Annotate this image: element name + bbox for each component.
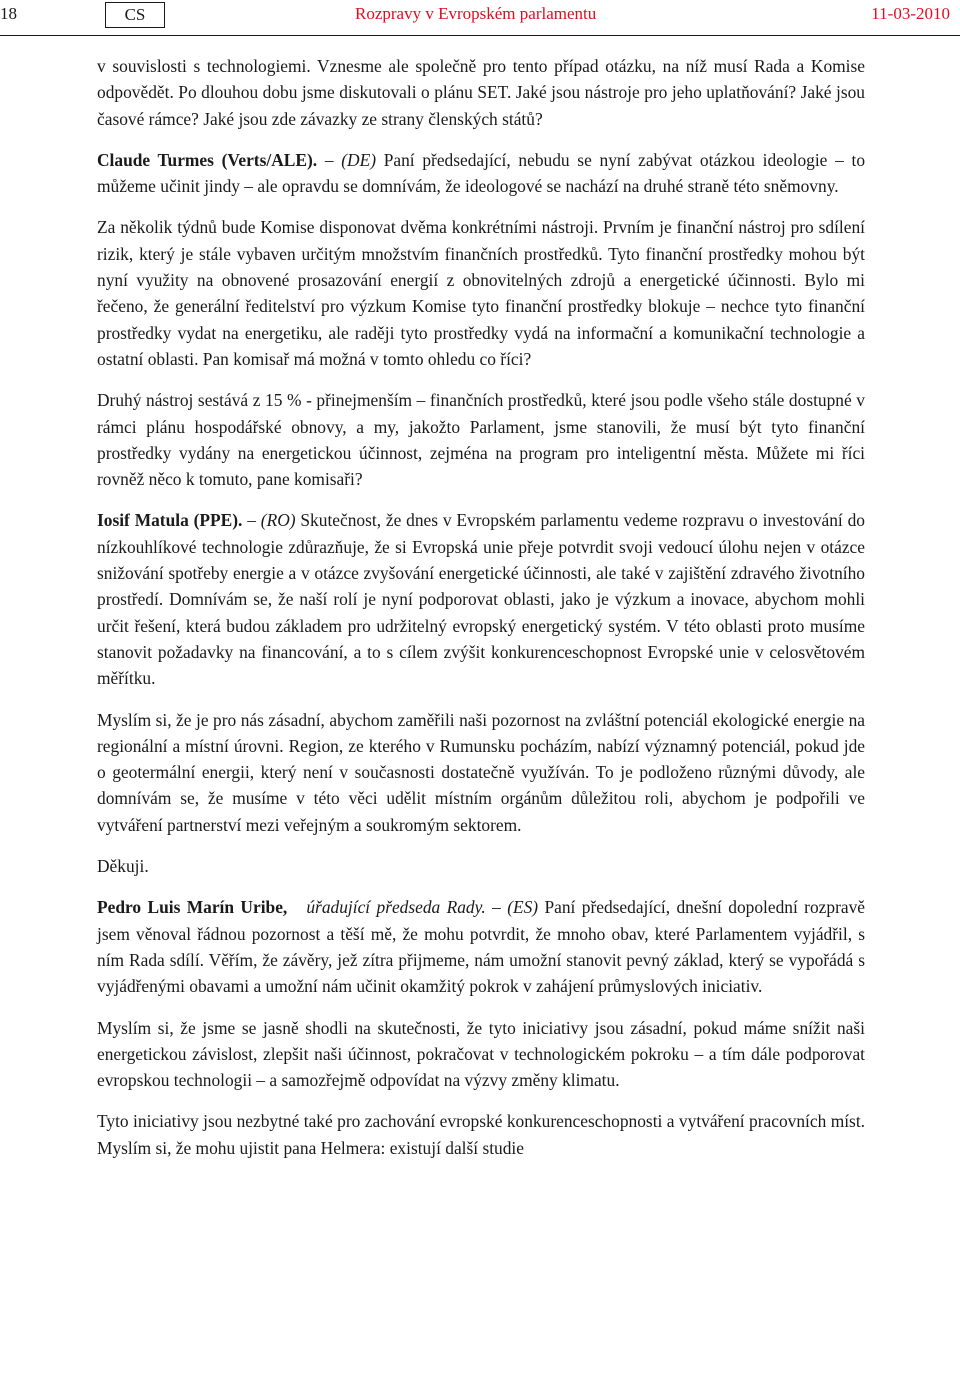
language-code-box: CS [105, 2, 165, 28]
speaker-name: Pedro Luis Marín Uribe, [97, 897, 288, 918]
page-header [0, 0, 960, 34]
language-tag: (ES) [507, 897, 539, 918]
language-tag: (DE) [341, 149, 376, 170]
document-date: 11-03-2010 [871, 4, 950, 23]
speaker-name: Iosif Matula (PPE). [97, 510, 243, 531]
speech-paragraph [97, 894, 865, 999]
paragraph [97, 214, 865, 372]
paragraph [97, 1108, 865, 1161]
document-body [97, 53, 865, 1176]
paragraph-text: Paní předsedající, dnešní dopolední rozpravě jsem věnoval řádnou pozornost a těší mě, že mohu potvrdit, že mnoho obav, které Parlamentem vyjádřil, s ním Rada sdílí. Věřím, že závěry, jež zítra přijmeme, nám umožní stanovit pevný základ, který se vypořádá s vyjádřenými obavami a umožní nám učinit okamžitý pokrok v zahájení průmyslových iniciativ. [97, 897, 865, 997]
paragraph [97, 1015, 865, 1094]
paragraph-text: Za několik týdnů bude Komise disponovat dvěma konkrétními nástroji. Prvním je finanční nástroj pro sdílení rizik, který je stále vybaven určitým množstvím finančních prostředků. Tyto finanční prostředky mohou být nyní využity na obnovené prosazování energií z obnovitelných zdrojů a energetické účinnosti. Bylo mi řečeno, že generální ředitelství pro výzkum Komise tyto finanční prostředky blokuje – nechce tyto finanční prostředky vydat na energetiku, ale raději tyto prostředky vydá na informační a komunikační technologie a ostatní oblasti. Pan komisař má možná v tomto ohledu co říci? [97, 217, 865, 369]
paragraph-text: Myslím si, že je pro nás zásadní, abychom zaměřili naši pozornost na zvláštní potenciál ekologické energie na regionální a místní úrovni. Region, ze kterého v Rumunsku pocházím, nabízí významný potenciál, pokud jde o geotermální energii, který není v současnosti dostatečně využíván. To je podloženo různými důvody, ale domnívám se, že musíme v této věci udělit místním orgánům důležitou roli, abychom je podpořili ve vytváření partnerství mezi veřejným a soukromým sektorem. [97, 709, 865, 835]
header-divider [0, 35, 960, 36]
page-number: 18 [0, 4, 17, 23]
paragraph-text: Tyto iniciativy jsou nezbytné také pro zachování evropské konkurenceschopnosti a vytváření pracovních míst. Myslím si, že mohu ujistit pana Helmera: existují další studie [97, 1111, 865, 1158]
document-title: Rozpravy v Evropském parlamentu [355, 4, 597, 23]
dash: – [317, 149, 342, 170]
speaker-role: úřadující předseda Rady. [287, 897, 486, 918]
paragraph-text: Myslím si, že jsme se jasně shodli na skutečnosti, že tyto iniciativy jsou zásadní, pokud máme snížit naši energetickou závislost, zlepšit naši účinnost, pokračovat v technologickém pokroku – a tím dále podporovat evropskou technologii – a samozřejmě odpovídat na výzvy změny klimatu. [97, 1017, 865, 1091]
paragraph [97, 707, 865, 838]
paragraph [97, 853, 865, 879]
paragraph-text: Skutečnost, že dnes v Evropském parlamentu vedeme rozpravu o investování do nízkouhlíkové technologie zdůrazňuje, že si Evropská unie přeje potvrdit svoji vedoucí úlohu nejen v otázce snižování spotřeby energie a v otázce zvyšování energetické účinnosti, ale také v zajištění zdravého životního prostředí. Domnívám se, že naší rolí je nyní podporovat oblasti, jako je výzkum a inovace, abychom mohli určit řešení, která budou základem pro udržitelný evropský energetický systém. V této oblasti proto musíme stanovit požadavky na financování, a to s cílem zvýšit konkurenceschopnost Evropské unie v celosvětovém měřítku. [97, 510, 865, 689]
paragraph [97, 53, 865, 132]
paragraph-text: Druhý nástroj sestává z 15 % - přinejmenším – finančních prostředků, které jsou podle všeho stále dostupné v rámci plánu hospodářské obnovy, a my, jakožto Parlament, jsme stanovili, že musí být tyto finanční prostředky vydány na energetickou účinnost, zejména na program pro inteligentní města. Můžete mi říci rovněž něco k tomuto, pane komisaři? [97, 390, 865, 490]
paragraph [97, 387, 865, 492]
speaker-name: Claude Turmes (Verts/ALE). [97, 149, 318, 170]
speech-paragraph [97, 147, 865, 200]
paragraph-text: Děkuji. [97, 856, 149, 877]
dash: – [485, 897, 508, 918]
paragraph-text: v souvislosti s technologiemi. Vznesme ale společně pro tento případ otázku, na níž musí Rada a Komise odpovědět. Po dlouhou dobu jsme diskutovali o plánu SET. Jaké jsou nástroje pro jeho uplatňování? Jaké jsou časové rámce? Jaké jsou zde závazky ze strany členských států? [97, 56, 865, 129]
dash: – [242, 510, 261, 531]
paragraph-text: Paní předsedající, nebudu se nyní zabývat otázkou ideologie – to můžeme učinit jindy – ale opravdu se domnívám, že ideologové se nachází na druhé straně této sněmovny. [97, 149, 866, 197]
language-tag: (RO) [260, 510, 296, 531]
speech-paragraph [97, 507, 865, 691]
